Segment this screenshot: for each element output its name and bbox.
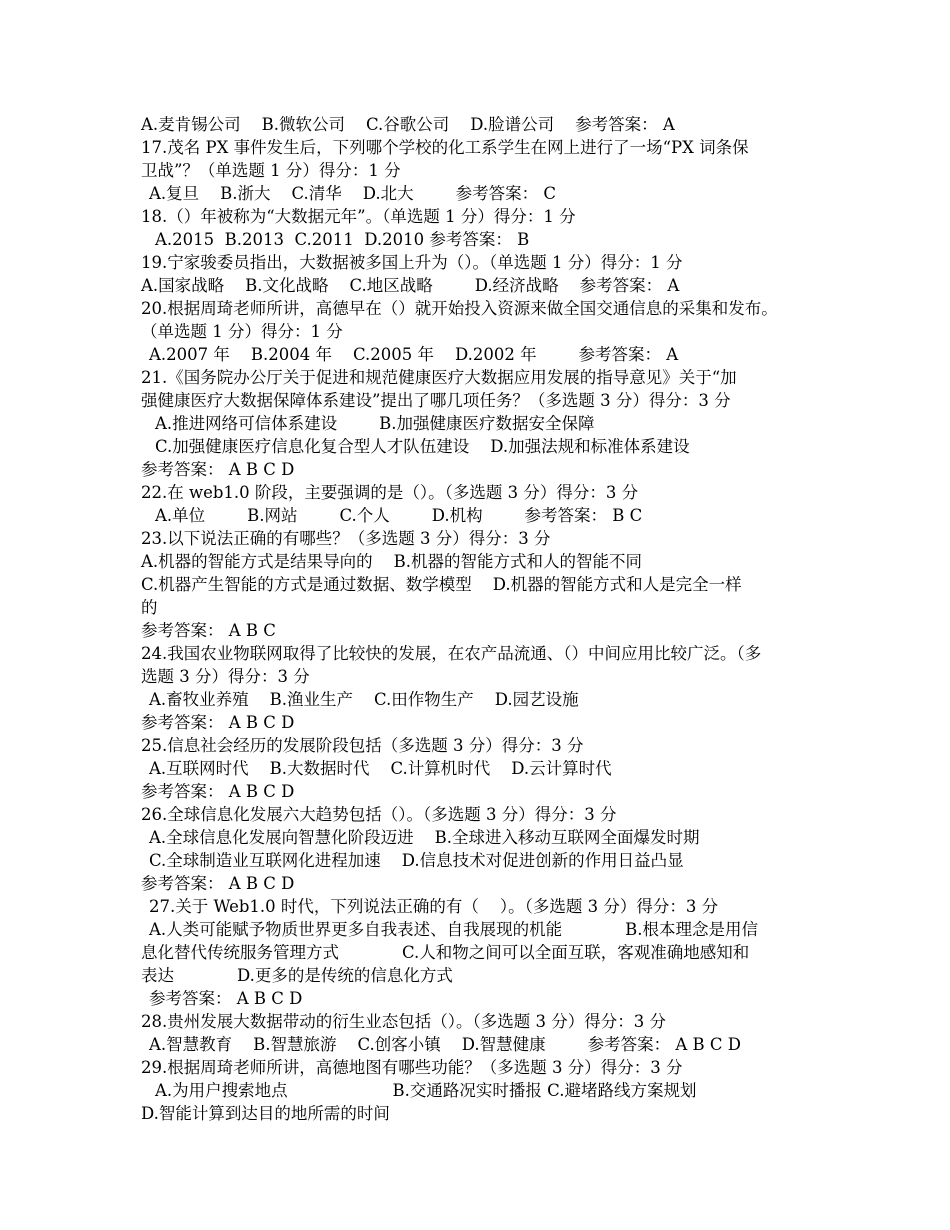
- text-line: 23.以下说法正确的有哪些？（多选题 3 分）得分：3 分: [141, 529, 551, 548]
- text-line: A.麦肯锡公司 B.微软公司 C.谷歌公司 D.脸谱公司 参考答案： A: [141, 115, 675, 134]
- text-line: 参考答案： A B C D: [141, 460, 295, 479]
- text-line: 19.宁家骏委员指出，大数据被多国上升为（）。（单选题 1 分）得分：1 分: [141, 253, 683, 272]
- text-line: 的: [141, 598, 158, 617]
- text-line: 24.我国农业物联网取得了比较快的发展，在农产品流通、（）中间应用比较广泛。（多: [141, 644, 762, 663]
- text-line: 18.（）年被称为“大数据元年”。（单选题 1 分）得分：1 分: [141, 207, 576, 226]
- text-line: 26.全球信息化发展六大趋势包括（）。（多选题 3 分）得分：3 分: [141, 805, 617, 824]
- text-line: A.为用户搜索地点 B.交通路况实时播报 C.避堵路线方案规划: [155, 1081, 697, 1100]
- text-line: 表达 D.更多的是传统的信息化方式: [141, 966, 453, 985]
- text-line: 参考答案： A B C: [141, 621, 276, 640]
- text-line: 21.《国务院办公厅关于促进和规范健康医疗大数据应用发展的指导意见》关于“加: [141, 368, 737, 387]
- text-line: A.机器的智能方式是结果导向的 B.机器的智能方式和人的智能不同: [141, 552, 643, 571]
- text-line: A.推进网络可信体系建设 B.加强健康医疗数据安全保障: [155, 414, 595, 433]
- text-line: A.智慧教育 B.智慧旅游 C.创客小镇 D.智慧健康 参考答案： A B C D: [149, 1035, 741, 1054]
- text-line: C.全球制造业互联网化进程加速 D.信息技术对促进创新的作用日益凸显: [149, 851, 684, 870]
- text-line: 息化替代传统服务管理方式 C.人和物之间可以全面互联，客观准确地感知和: [141, 943, 750, 962]
- text-line: 参考答案： A B C D: [141, 874, 295, 893]
- text-line: 参考答案： A B C D: [141, 782, 295, 801]
- text-line: A.2015 B.2013 C.2011 D.2010 参考答案： B: [155, 230, 530, 249]
- text-line: D.智能计算到达目的地所需的时间: [141, 1104, 390, 1123]
- text-line: 27.关于 Web1.0 时代，下列说法正确的有（ ）。（多选题 3 分）得分：3 分: [149, 897, 719, 916]
- text-line: 25.信息社会经历的发展阶段包括（多选题 3 分）得分：3 分: [141, 736, 584, 755]
- document-page: [141, 113, 831, 1125]
- text-line: 22.在 web1.0 阶段，主要强调的是（）。（多选题 3 分）得分：3 分: [141, 483, 639, 502]
- text-line: 29.根据周琦老师所讲，高德地图有哪些功能？（多选题 3 分）得分：3 分: [141, 1058, 683, 1077]
- text-line: A.复旦 B.浙大 C.清华 D.北大 参考答案： C: [149, 184, 556, 203]
- text-line: A.全球信息化发展向智慧化阶段迈进 B.全球进入移动互联网全面爆发时期: [149, 828, 700, 847]
- text-line: A.国家战略 B.文化战略 C.地区战略 D.经济战略 参考答案： A: [141, 276, 680, 295]
- text-line: 20.根据周琦老师所讲，高德早在（）就开始投入资源来做全国交通信息的采集和发布。: [141, 299, 778, 318]
- text-line: A.畜牧业养殖 B.渔业生产 C.田作物生产 D.园艺设施: [149, 690, 579, 709]
- text-line: A.人类可能赋予物质世界更多自我表述、自我展现的机能 B.根本理念是用信: [149, 920, 758, 939]
- text-line: 选题 3 分）得分：3 分: [141, 667, 310, 686]
- text-line: C.加强健康医疗信息化复合型人才队伍建设 D.加强法规和标准体系建设: [155, 437, 690, 456]
- text-line: A.单位 B.网站 C.个人 D.机构 参考答案： B C: [155, 506, 643, 525]
- text-line: 强健康医疗大数据保障体系建设”提出了哪几项任务？（多选题 3 分）得分：3 分: [141, 391, 731, 410]
- text-line: 卫战”？（单选题 1 分）得分：1 分: [141, 161, 401, 180]
- text-line: 参考答案： A B C D: [141, 713, 295, 732]
- text-line: 参考答案： A B C D: [149, 989, 303, 1008]
- text-line: 17.茂名 PX 事件发生后，下列哪个学校的化工系学生在网上进行了一场“PX 词条保: [141, 138, 749, 157]
- text-line: C.机器产生智能的方式是通过数据、数学模型 D.机器的智能方式和人是完全一样: [141, 575, 742, 594]
- text-line: 28.贵州发展大数据带动的衍生业态包括（）。（多选题 3 分）得分：3 分: [141, 1012, 666, 1031]
- text-line: A.2007 年 B.2004 年 C.2005 年 D.2002 年 参考答案： A: [149, 345, 679, 364]
- text-line: A.互联网时代 B.大数据时代 C.计算机时代 D.云计算时代: [149, 759, 612, 778]
- text-line: （单选题 1 分）得分：1 分: [141, 322, 343, 341]
